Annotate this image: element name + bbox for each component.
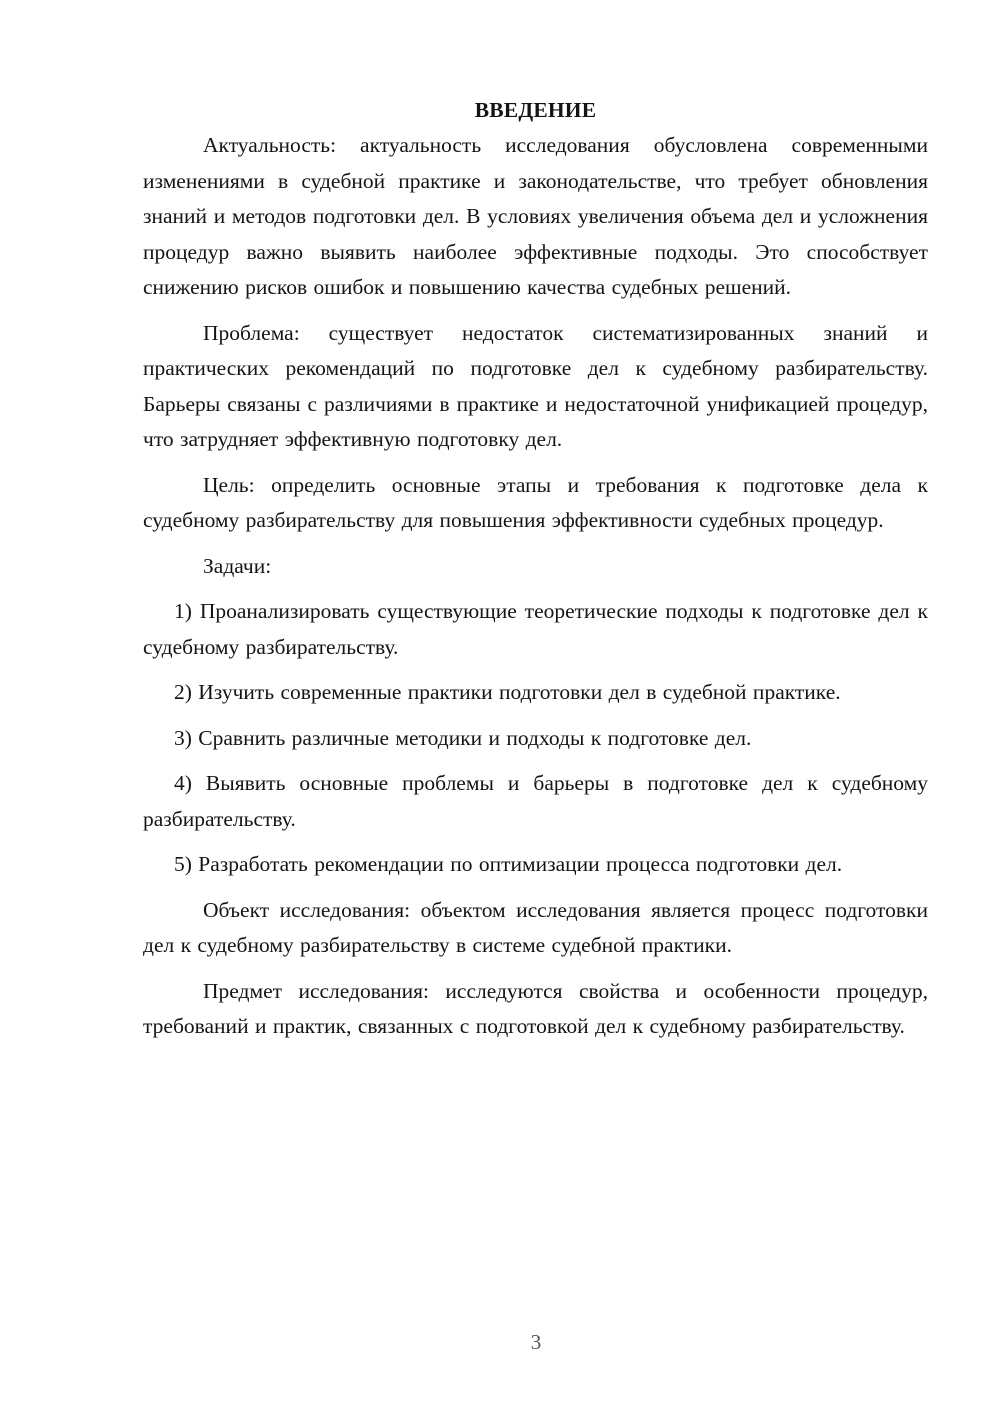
section-heading: ВВЕДЕНИЕ <box>474 98 597 122</box>
page-number: 3 <box>530 1330 542 1354</box>
task-item-2: 2) Изучить современные практики подготовки дел в судебной практике. <box>174 680 841 704</box>
paragraph-goal: Цель: определить основные этапы и требования к подготовке дела к судебному разбирательству для повышения эффективности судебных процедур. <box>143 472 928 532</box>
task-item-4: 4) Выявить основные проблемы и барьеры в подготовке дел к судебному разбирательству. <box>143 771 928 831</box>
task-item-1: 1) Проанализировать существующие теоретические подходы к подготовке дел к судебному разбирательству. <box>143 599 928 659</box>
task-item-5: 5) Разработать рекомендации по оптимизации процесса подготовки дел. <box>174 852 843 876</box>
paragraph-relevance: Актуальность: актуальность исследования обусловлена современными изменениями в судебной практике и законодательстве, что требует обновления знаний и методов подготовки дел. В условиях увеличения объема дел и усложнения процедур важно выявить наиболее эффективные подходы. Это способствует снижению рисков ошибок и повышению качества судебных решений. <box>143 133 928 299</box>
paragraph-problem: Проблема: существует недостаток систематизированных знаний и практических рекомендаций по подготовке дел к судебному разбирательству. Барьеры связаны с различиями в практике и недостаточной унификацией процедур, что затрудняет эффективную подготовку дел. <box>143 320 928 451</box>
tasks-label: Задачи: <box>203 553 272 578</box>
task-item-3: 3) Сравнить различные методики и подходы к подготовке дел. <box>174 725 752 750</box>
tasks-list <box>143 594 928 883</box>
document-page <box>143 92 928 1055</box>
paragraph-object: Объект исследования: объектом исследования является процесс подготовки дел к судебному разбирательству в системе судебной практики. <box>143 897 928 957</box>
paragraph-subject: Предмет исследования: исследуются свойства и особенности процедур, требований и практик, связанных с подготовкой дел к судебному разбирательству. <box>143 978 928 1038</box>
